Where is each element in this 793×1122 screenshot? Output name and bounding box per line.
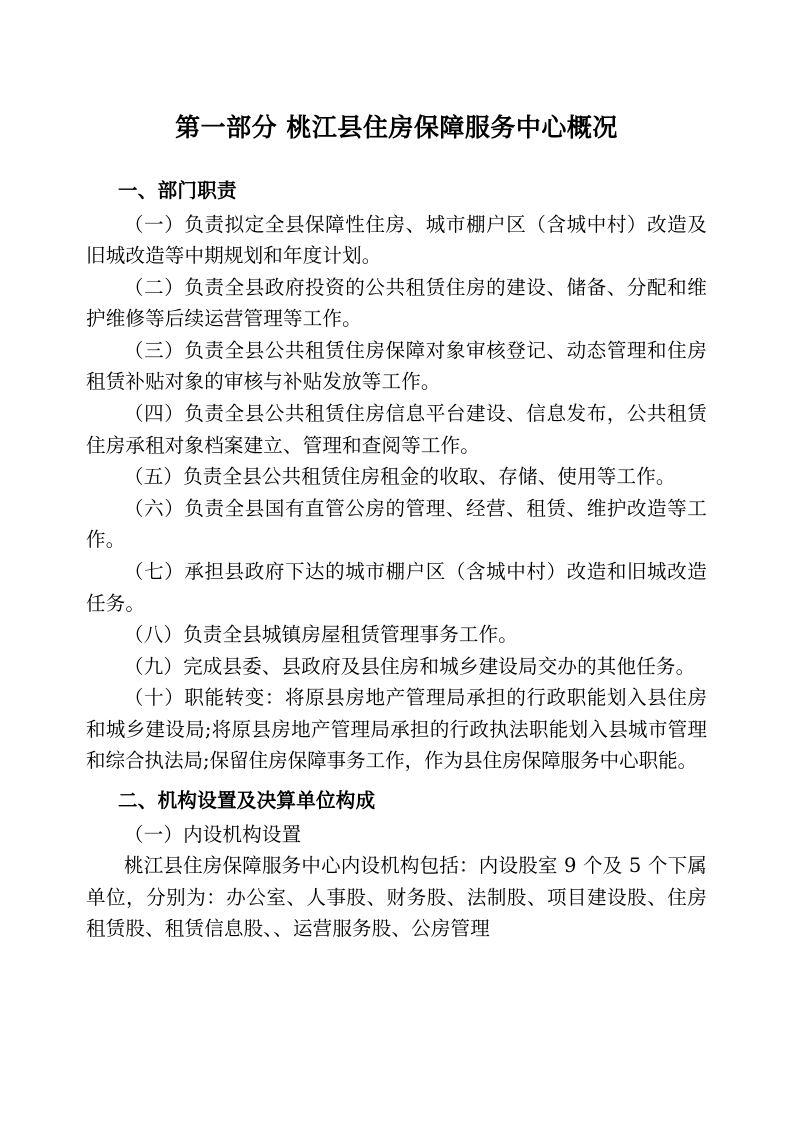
- section-heading-duties: 一、部门职责: [118, 179, 237, 202]
- paragraph: （十）职能转变：将原县房地产管理局承担的行政职能划入县住房和城乡建设局;将原县房地产管理局承担的行政执法职能划入县城市管理和综合执法局;保留住房保障事务工作，作为县住房保障服务中心职能。: [86, 686, 707, 773]
- section-organization: [86, 785, 707, 945]
- paragraph: （二）负责全县政府投资的公共租赁住房的建设、储备、分配和维护维修等后续运营管理等工作。: [86, 275, 707, 331]
- paragraph: （三）负责全县公共租赁住房保障对象审核登记、动态管理和住房租赁补贴对象的审核与补贴发放等工作。: [86, 338, 707, 394]
- paragraph: （五）负责全县公共租赁住房租金的收取、存储、使用等工作。: [124, 465, 676, 489]
- paragraph: （九）完成县委、县政府及县住房和城乡建设局交办的其他任务。: [124, 654, 696, 678]
- page-title: 第一部分 桃江县住房保障服务中心概况: [175, 113, 618, 142]
- section-duties: [86, 175, 707, 777]
- paragraph: （一）内设机构设置: [124, 822, 302, 846]
- paragraph: （八）负责全县城镇房屋租赁管理事务工作。: [124, 623, 519, 647]
- paragraph: （六）负责全县国有直管公房的管理、经营、租赁、维护改造等工作。: [86, 496, 707, 552]
- paragraph: （四）负责全县公共租赁住房信息平台建设、信息发布，公共租赁住房承租对象档案建立、管理和查阅等工作。: [86, 402, 707, 457]
- paragraph: （七）承担县政府下达的城市棚户区（含城中村）改造和旧城改造任务。: [86, 559, 707, 615]
- section-heading-organization: 二、机构设置及决算单位构成: [118, 788, 376, 812]
- paragraph: 桃江县住房保障服务中心内设机构包括：内设股室 9 个及 5 个下属单位，分别为：办公室、人事股、财务股、法制股、项目建设股、住房租赁股、租赁信息股、、运营服务股、公房管理: [86, 854, 707, 941]
- paragraph: （一）负责拟定全县保障性住房、城市棚户区（含城中村）改造及旧城改造等中期规划和年度计划。: [86, 212, 707, 268]
